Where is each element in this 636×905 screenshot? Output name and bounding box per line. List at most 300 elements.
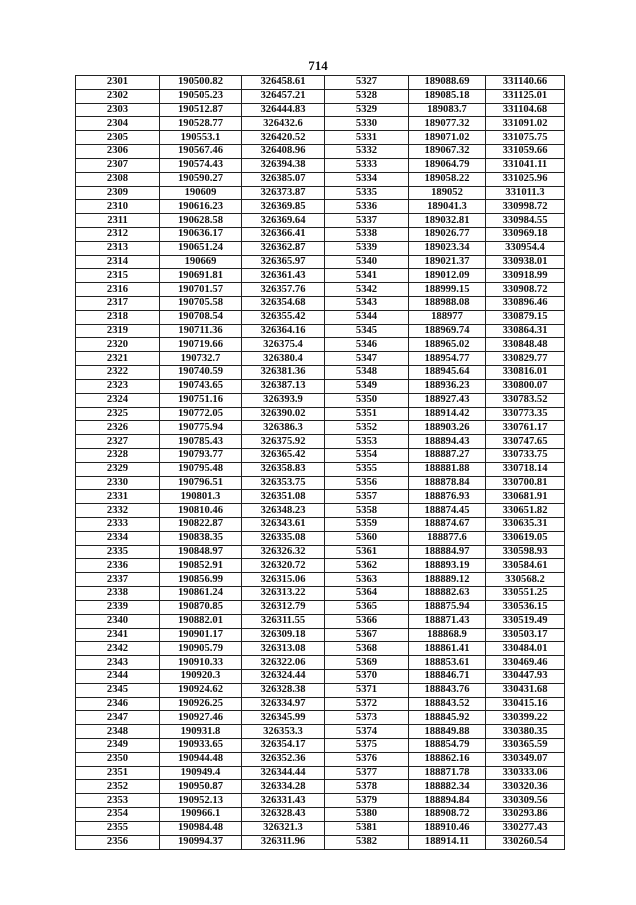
point-id-right-cell: 5347 — [325, 352, 409, 366]
table-row — [76, 697, 565, 711]
x-coordinate-left-cell: 190852.91 — [160, 559, 242, 573]
x-coordinate-left-cell: 190512.87 — [160, 103, 242, 117]
y-coordinate-left-cell: 326393.9 — [242, 393, 325, 407]
point-id-left-cell: 2340 — [76, 614, 160, 628]
y-coordinate-left-cell: 326385.07 — [242, 172, 325, 186]
x-coordinate-right-cell: 188914.11 — [409, 835, 486, 849]
x-coordinate-left-cell: 190952.13 — [160, 794, 242, 808]
x-coordinate-right-cell: 188910.46 — [409, 821, 486, 835]
x-coordinate-right-cell: 189041.3 — [409, 200, 486, 214]
y-coordinate-left-cell: 326351.08 — [242, 490, 325, 504]
y-coordinate-left-cell: 326364.16 — [242, 324, 325, 338]
y-coordinate-left-cell: 326369.85 — [242, 200, 325, 214]
x-coordinate-right-cell: 188874.67 — [409, 518, 486, 532]
table-row — [76, 158, 565, 172]
y-coordinate-left-cell: 326344.44 — [242, 766, 325, 780]
point-id-right-cell: 5333 — [325, 158, 409, 172]
point-id-right-cell: 5341 — [325, 269, 409, 283]
x-coordinate-left-cell: 190926.25 — [160, 697, 242, 711]
y-coordinate-left-cell: 326311.96 — [242, 835, 325, 849]
x-coordinate-right-cell: 188882.34 — [409, 780, 486, 794]
point-id-left-cell: 2317 — [76, 297, 160, 311]
table-row — [76, 808, 565, 822]
point-id-left-cell: 2338 — [76, 587, 160, 601]
x-coordinate-left-cell: 190795.48 — [160, 462, 242, 476]
x-coordinate-right-cell: 188893.19 — [409, 559, 486, 573]
point-id-left-cell: 2347 — [76, 711, 160, 725]
x-coordinate-left-cell: 190651.24 — [160, 241, 242, 255]
y-coordinate-right-cell: 330551.25 — [486, 587, 565, 601]
point-id-right-cell: 5366 — [325, 614, 409, 628]
x-coordinate-right-cell: 188843.52 — [409, 697, 486, 711]
point-id-left-cell: 2314 — [76, 255, 160, 269]
y-coordinate-right-cell: 330484.01 — [486, 642, 565, 656]
x-coordinate-left-cell: 190775.94 — [160, 421, 242, 435]
point-id-right-cell: 5364 — [325, 587, 409, 601]
point-id-right-cell: 5365 — [325, 600, 409, 614]
y-coordinate-right-cell: 330293.86 — [486, 808, 565, 822]
y-coordinate-right-cell: 330733.75 — [486, 448, 565, 462]
x-coordinate-right-cell: 189088.69 — [409, 76, 486, 90]
x-coordinate-left-cell: 190574.43 — [160, 158, 242, 172]
x-coordinate-right-cell: 189058.22 — [409, 172, 486, 186]
point-id-left-cell: 2333 — [76, 518, 160, 532]
point-id-right-cell: 5351 — [325, 407, 409, 421]
point-id-left-cell: 2321 — [76, 352, 160, 366]
point-id-left-cell: 2353 — [76, 794, 160, 808]
x-coordinate-left-cell: 190772.05 — [160, 407, 242, 421]
y-coordinate-right-cell: 330908.72 — [486, 283, 565, 297]
x-coordinate-right-cell: 189064.79 — [409, 158, 486, 172]
y-coordinate-right-cell: 331125.01 — [486, 89, 565, 103]
y-coordinate-right-cell: 330829.77 — [486, 352, 565, 366]
point-id-right-cell: 5376 — [325, 752, 409, 766]
point-id-right-cell: 5368 — [325, 642, 409, 656]
point-id-left-cell: 2336 — [76, 559, 160, 573]
point-id-right-cell: 5359 — [325, 518, 409, 532]
y-coordinate-left-cell: 326458.61 — [242, 76, 325, 90]
x-coordinate-right-cell: 188965.02 — [409, 338, 486, 352]
y-coordinate-right-cell: 330536.15 — [486, 600, 565, 614]
point-id-right-cell: 5362 — [325, 559, 409, 573]
x-coordinate-right-cell: 188845.92 — [409, 711, 486, 725]
point-id-left-cell: 2348 — [76, 725, 160, 739]
table-row — [76, 269, 565, 283]
y-coordinate-right-cell: 330619.05 — [486, 531, 565, 545]
x-coordinate-left-cell: 190691.81 — [160, 269, 242, 283]
table-row — [76, 835, 565, 849]
point-id-left-cell: 2342 — [76, 642, 160, 656]
x-coordinate-left-cell: 190927.46 — [160, 711, 242, 725]
x-coordinate-right-cell: 189071.02 — [409, 131, 486, 145]
point-id-left-cell: 2301 — [76, 76, 160, 90]
y-coordinate-right-cell: 330349.07 — [486, 752, 565, 766]
point-id-left-cell: 2356 — [76, 835, 160, 849]
x-coordinate-left-cell: 190616.23 — [160, 200, 242, 214]
x-coordinate-left-cell: 190743.65 — [160, 379, 242, 393]
x-coordinate-right-cell: 188871.78 — [409, 766, 486, 780]
y-coordinate-right-cell: 331104.68 — [486, 103, 565, 117]
point-id-right-cell: 5363 — [325, 573, 409, 587]
y-coordinate-left-cell: 326361.43 — [242, 269, 325, 283]
x-coordinate-right-cell: 188887.27 — [409, 448, 486, 462]
y-coordinate-left-cell: 326313.22 — [242, 587, 325, 601]
y-coordinate-left-cell: 326432.6 — [242, 117, 325, 131]
table-row — [76, 600, 565, 614]
y-coordinate-right-cell: 330431.68 — [486, 683, 565, 697]
y-coordinate-left-cell: 326334.28 — [242, 780, 325, 794]
table-row — [76, 476, 565, 490]
table-row — [76, 683, 565, 697]
point-id-left-cell: 2326 — [76, 421, 160, 435]
y-coordinate-right-cell: 330783.52 — [486, 393, 565, 407]
point-id-left-cell: 2323 — [76, 379, 160, 393]
point-id-left-cell: 2352 — [76, 780, 160, 794]
x-coordinate-left-cell: 190861.24 — [160, 587, 242, 601]
y-coordinate-right-cell: 330447.93 — [486, 669, 565, 683]
point-id-right-cell: 5357 — [325, 490, 409, 504]
y-coordinate-left-cell: 326334.97 — [242, 697, 325, 711]
point-id-left-cell: 2355 — [76, 821, 160, 835]
y-coordinate-left-cell: 326354.17 — [242, 739, 325, 753]
point-id-right-cell: 5340 — [325, 255, 409, 269]
table-row — [76, 531, 565, 545]
table-row — [76, 752, 565, 766]
point-id-left-cell: 2311 — [76, 214, 160, 228]
x-coordinate-left-cell: 190810.46 — [160, 504, 242, 518]
x-coordinate-right-cell: 188868.9 — [409, 628, 486, 642]
x-coordinate-right-cell: 188954.77 — [409, 352, 486, 366]
y-coordinate-right-cell: 330938.01 — [486, 255, 565, 269]
x-coordinate-left-cell: 190708.54 — [160, 310, 242, 324]
table-row — [76, 89, 565, 103]
y-coordinate-left-cell: 326353.75 — [242, 476, 325, 490]
point-id-right-cell: 5374 — [325, 725, 409, 739]
y-coordinate-left-cell: 326369.64 — [242, 214, 325, 228]
y-coordinate-left-cell: 326328.43 — [242, 808, 325, 822]
y-coordinate-left-cell: 326328.38 — [242, 683, 325, 697]
x-coordinate-right-cell: 188871.43 — [409, 614, 486, 628]
x-coordinate-right-cell: 188881.88 — [409, 462, 486, 476]
x-coordinate-left-cell: 190701.57 — [160, 283, 242, 297]
point-id-left-cell: 2331 — [76, 490, 160, 504]
x-coordinate-left-cell: 190669 — [160, 255, 242, 269]
y-coordinate-right-cell: 330879.15 — [486, 310, 565, 324]
table-row — [76, 656, 565, 670]
table-row — [76, 711, 565, 725]
x-coordinate-right-cell: 188945.64 — [409, 366, 486, 380]
point-id-right-cell: 5343 — [325, 297, 409, 311]
x-coordinate-left-cell: 190505.23 — [160, 89, 242, 103]
x-coordinate-left-cell: 190924.62 — [160, 683, 242, 697]
table-row — [76, 76, 565, 90]
table-row — [76, 172, 565, 186]
y-coordinate-right-cell: 330747.65 — [486, 435, 565, 449]
y-coordinate-left-cell: 326457.21 — [242, 89, 325, 103]
y-coordinate-right-cell: 330309.56 — [486, 794, 565, 808]
y-coordinate-right-cell: 330260.54 — [486, 835, 565, 849]
point-id-right-cell: 5338 — [325, 227, 409, 241]
point-id-right-cell: 5356 — [325, 476, 409, 490]
x-coordinate-right-cell: 188884.97 — [409, 545, 486, 559]
y-coordinate-right-cell: 330365.59 — [486, 739, 565, 753]
x-coordinate-left-cell: 190711.36 — [160, 324, 242, 338]
point-id-right-cell: 5358 — [325, 504, 409, 518]
point-id-right-cell: 5382 — [325, 835, 409, 849]
y-coordinate-left-cell: 326357.76 — [242, 283, 325, 297]
table-row — [76, 821, 565, 835]
table-row — [76, 131, 565, 145]
x-coordinate-left-cell: 190901.17 — [160, 628, 242, 642]
y-coordinate-right-cell: 330380.35 — [486, 725, 565, 739]
point-id-left-cell: 2332 — [76, 504, 160, 518]
table-row — [76, 117, 565, 131]
point-id-left-cell: 2302 — [76, 89, 160, 103]
point-id-right-cell: 5361 — [325, 545, 409, 559]
x-coordinate-left-cell: 190822.87 — [160, 518, 242, 532]
y-coordinate-right-cell: 330918.99 — [486, 269, 565, 283]
point-id-right-cell: 5327 — [325, 76, 409, 90]
point-id-left-cell: 2350 — [76, 752, 160, 766]
point-id-right-cell: 5348 — [325, 366, 409, 380]
y-coordinate-left-cell: 326365.42 — [242, 448, 325, 462]
y-coordinate-left-cell: 326312.79 — [242, 600, 325, 614]
point-id-left-cell: 2337 — [76, 573, 160, 587]
table-row — [76, 352, 565, 366]
point-id-left-cell: 2349 — [76, 739, 160, 753]
x-coordinate-left-cell: 190931.8 — [160, 725, 242, 739]
point-id-right-cell: 5339 — [325, 241, 409, 255]
y-coordinate-left-cell: 326354.68 — [242, 297, 325, 311]
x-coordinate-left-cell: 190793.77 — [160, 448, 242, 462]
y-coordinate-left-cell: 326326.32 — [242, 545, 325, 559]
point-id-right-cell: 5372 — [325, 697, 409, 711]
table-row — [76, 324, 565, 338]
y-coordinate-right-cell: 331025.96 — [486, 172, 565, 186]
x-coordinate-right-cell: 188861.41 — [409, 642, 486, 656]
table-row — [76, 227, 565, 241]
y-coordinate-right-cell: 330503.17 — [486, 628, 565, 642]
y-coordinate-left-cell: 326320.72 — [242, 559, 325, 573]
y-coordinate-right-cell: 330984.55 — [486, 214, 565, 228]
x-coordinate-left-cell: 190553.1 — [160, 131, 242, 145]
table-row — [76, 573, 565, 587]
point-id-right-cell: 5367 — [325, 628, 409, 642]
x-coordinate-left-cell: 190994.37 — [160, 835, 242, 849]
x-coordinate-left-cell: 190785.43 — [160, 435, 242, 449]
point-id-right-cell: 5336 — [325, 200, 409, 214]
table-row — [76, 145, 565, 159]
y-coordinate-right-cell: 330635.31 — [486, 518, 565, 532]
x-coordinate-left-cell: 190920.3 — [160, 669, 242, 683]
page-number: 714 — [308, 58, 328, 73]
table-row — [76, 504, 565, 518]
y-coordinate-left-cell: 326348.23 — [242, 504, 325, 518]
point-id-left-cell: 2315 — [76, 269, 160, 283]
table-row — [76, 379, 565, 393]
point-id-left-cell: 2322 — [76, 366, 160, 380]
x-coordinate-left-cell: 190966.1 — [160, 808, 242, 822]
x-coordinate-right-cell: 188903.26 — [409, 421, 486, 435]
y-coordinate-left-cell: 326358.83 — [242, 462, 325, 476]
point-id-left-cell: 2329 — [76, 462, 160, 476]
y-coordinate-right-cell: 330519.49 — [486, 614, 565, 628]
point-id-right-cell: 5375 — [325, 739, 409, 753]
table-row — [76, 628, 565, 642]
y-coordinate-right-cell: 331041.11 — [486, 158, 565, 172]
x-coordinate-right-cell: 188999.15 — [409, 283, 486, 297]
y-coordinate-right-cell: 330598.93 — [486, 545, 565, 559]
point-id-right-cell: 5332 — [325, 145, 409, 159]
point-id-right-cell: 5370 — [325, 669, 409, 683]
y-coordinate-left-cell: 326353.3 — [242, 725, 325, 739]
y-coordinate-right-cell: 330333.06 — [486, 766, 565, 780]
coordinate-table — [75, 75, 565, 850]
table-row — [76, 766, 565, 780]
y-coordinate-left-cell: 326394.38 — [242, 158, 325, 172]
y-coordinate-right-cell: 330651.82 — [486, 504, 565, 518]
point-id-left-cell: 2310 — [76, 200, 160, 214]
x-coordinate-right-cell: 189021.37 — [409, 255, 486, 269]
y-coordinate-left-cell: 326331.43 — [242, 794, 325, 808]
point-id-right-cell: 5355 — [325, 462, 409, 476]
point-id-left-cell: 2334 — [76, 531, 160, 545]
x-coordinate-left-cell: 190528.77 — [160, 117, 242, 131]
y-coordinate-left-cell: 326313.08 — [242, 642, 325, 656]
x-coordinate-right-cell: 188914.42 — [409, 407, 486, 421]
x-coordinate-left-cell: 190984.48 — [160, 821, 242, 835]
point-id-right-cell: 5378 — [325, 780, 409, 794]
point-id-left-cell: 2307 — [76, 158, 160, 172]
y-coordinate-left-cell: 326324.44 — [242, 669, 325, 683]
x-coordinate-left-cell: 190949.4 — [160, 766, 242, 780]
x-coordinate-left-cell: 190838.35 — [160, 531, 242, 545]
x-coordinate-right-cell: 189085.18 — [409, 89, 486, 103]
y-coordinate-left-cell: 326381.36 — [242, 366, 325, 380]
table-row — [76, 200, 565, 214]
point-id-left-cell: 2330 — [76, 476, 160, 490]
table-row — [76, 545, 565, 559]
x-coordinate-left-cell: 190882.01 — [160, 614, 242, 628]
y-coordinate-right-cell: 330954.4 — [486, 241, 565, 255]
y-coordinate-left-cell: 326345.99 — [242, 711, 325, 725]
y-coordinate-right-cell: 330800.07 — [486, 379, 565, 393]
x-coordinate-right-cell: 188874.45 — [409, 504, 486, 518]
point-id-left-cell: 2351 — [76, 766, 160, 780]
point-id-right-cell: 5329 — [325, 103, 409, 117]
x-coordinate-left-cell: 190796.51 — [160, 476, 242, 490]
point-id-left-cell: 2354 — [76, 808, 160, 822]
point-id-left-cell: 2312 — [76, 227, 160, 241]
point-id-right-cell: 5349 — [325, 379, 409, 393]
y-coordinate-left-cell: 326335.08 — [242, 531, 325, 545]
point-id-right-cell: 5334 — [325, 172, 409, 186]
y-coordinate-left-cell: 326420.52 — [242, 131, 325, 145]
x-coordinate-left-cell: 190740.59 — [160, 366, 242, 380]
table-row — [76, 255, 565, 269]
point-id-left-cell: 2316 — [76, 283, 160, 297]
y-coordinate-left-cell: 326362.87 — [242, 241, 325, 255]
x-coordinate-right-cell: 188849.88 — [409, 725, 486, 739]
point-id-right-cell: 5380 — [325, 808, 409, 822]
point-id-right-cell: 5331 — [325, 131, 409, 145]
y-coordinate-left-cell: 326309.18 — [242, 628, 325, 642]
y-coordinate-left-cell: 326444.83 — [242, 103, 325, 117]
y-coordinate-right-cell: 330568.2 — [486, 573, 565, 587]
point-id-right-cell: 5360 — [325, 531, 409, 545]
point-id-left-cell: 2309 — [76, 186, 160, 200]
x-coordinate-right-cell: 188877.6 — [409, 531, 486, 545]
point-id-right-cell: 5353 — [325, 435, 409, 449]
table-row — [76, 518, 565, 532]
y-coordinate-left-cell: 326375.4 — [242, 338, 325, 352]
point-id-left-cell: 2324 — [76, 393, 160, 407]
y-coordinate-right-cell: 330864.31 — [486, 324, 565, 338]
table-row — [76, 241, 565, 255]
x-coordinate-left-cell: 190944.48 — [160, 752, 242, 766]
x-coordinate-right-cell: 189012.09 — [409, 269, 486, 283]
point-id-right-cell: 5379 — [325, 794, 409, 808]
y-coordinate-left-cell: 326386.3 — [242, 421, 325, 435]
y-coordinate-right-cell: 330277.43 — [486, 821, 565, 835]
y-coordinate-right-cell: 330969.18 — [486, 227, 565, 241]
x-coordinate-right-cell: 188894.43 — [409, 435, 486, 449]
table-row — [76, 780, 565, 794]
table-row — [76, 794, 565, 808]
x-coordinate-right-cell: 189026.77 — [409, 227, 486, 241]
x-coordinate-left-cell: 190870.85 — [160, 600, 242, 614]
y-coordinate-right-cell: 330415.16 — [486, 697, 565, 711]
x-coordinate-left-cell: 190933.65 — [160, 739, 242, 753]
point-id-left-cell: 2303 — [76, 103, 160, 117]
x-coordinate-left-cell: 190732.7 — [160, 352, 242, 366]
x-coordinate-left-cell: 190910.33 — [160, 656, 242, 670]
y-coordinate-right-cell: 330584.61 — [486, 559, 565, 573]
x-coordinate-left-cell: 190848.97 — [160, 545, 242, 559]
table-row — [76, 739, 565, 753]
x-coordinate-right-cell: 189083.7 — [409, 103, 486, 117]
point-id-right-cell: 5337 — [325, 214, 409, 228]
y-coordinate-left-cell: 326380.4 — [242, 352, 325, 366]
y-coordinate-left-cell: 326390.02 — [242, 407, 325, 421]
x-coordinate-right-cell: 188843.76 — [409, 683, 486, 697]
y-coordinate-left-cell: 326311.55 — [242, 614, 325, 628]
point-id-left-cell: 2345 — [76, 683, 160, 697]
y-coordinate-left-cell: 326365.97 — [242, 255, 325, 269]
y-coordinate-right-cell: 330681.91 — [486, 490, 565, 504]
x-coordinate-right-cell: 188878.84 — [409, 476, 486, 490]
x-coordinate-right-cell: 189052 — [409, 186, 486, 200]
point-id-right-cell: 5350 — [325, 393, 409, 407]
y-coordinate-right-cell: 330816.01 — [486, 366, 565, 380]
y-coordinate-right-cell: 330399.22 — [486, 711, 565, 725]
table-row — [76, 725, 565, 739]
x-coordinate-left-cell: 190609 — [160, 186, 242, 200]
point-id-left-cell: 2343 — [76, 656, 160, 670]
y-coordinate-right-cell: 331075.75 — [486, 131, 565, 145]
table-row — [76, 614, 565, 628]
y-coordinate-right-cell: 331091.02 — [486, 117, 565, 131]
table-row — [76, 448, 565, 462]
point-id-left-cell: 2346 — [76, 697, 160, 711]
table-row — [76, 214, 565, 228]
point-id-right-cell: 5371 — [325, 683, 409, 697]
point-id-right-cell: 5345 — [325, 324, 409, 338]
table-row — [76, 407, 565, 421]
point-id-right-cell: 5377 — [325, 766, 409, 780]
y-coordinate-right-cell: 330718.14 — [486, 462, 565, 476]
table-row — [76, 366, 565, 380]
